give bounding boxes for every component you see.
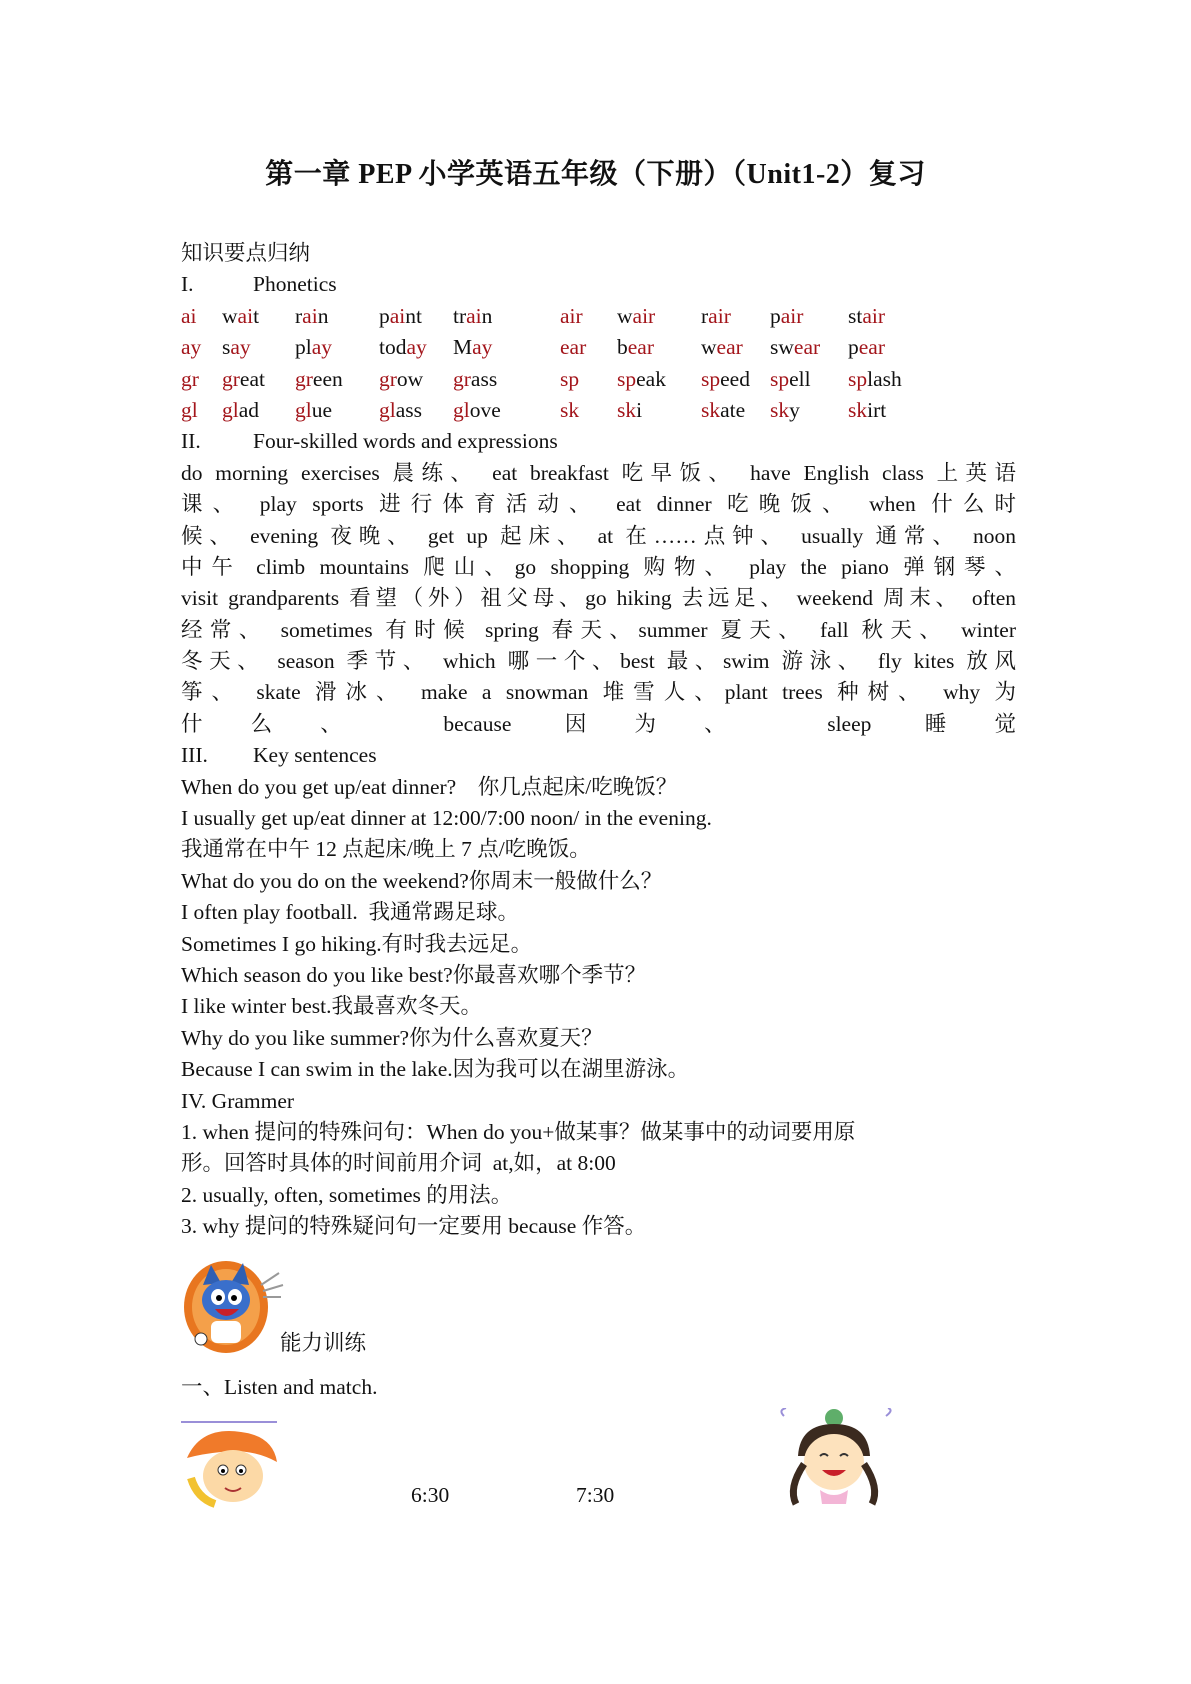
vocabulary-line: 中午 climb mountains 爬山、go shopping 购物、 play the piano 弹钢琴、: [181, 554, 1016, 579]
section-title: Four-skilled words and expressions: [253, 429, 558, 454]
time-label-2: 7:30: [576, 1483, 615, 1507]
phonetic-pattern: gl: [181, 397, 198, 422]
phonetic-pattern: air: [560, 303, 583, 328]
phonetics-row: [181, 332, 1016, 363]
phonetic-word: paint: [379, 303, 423, 328]
key-sentences-list: [181, 772, 1016, 1086]
phonetic-word: say: [222, 335, 251, 360]
phonetics-table: [181, 301, 1016, 427]
boy-cartoon-icon: [181, 1418, 283, 1510]
section-number: III.: [181, 743, 208, 768]
listen-match-title: 一、Listen and match.: [181, 1375, 378, 1399]
key-sentence: Sometimes I go hiking.有时我去远足。: [181, 931, 533, 956]
phonetic-pattern: sp: [560, 366, 580, 391]
cat-mascot-icon: [181, 1255, 291, 1355]
phonetic-word: speak: [617, 366, 666, 391]
time-label-1: 6:30: [411, 1483, 450, 1507]
phonetic-word: glove: [453, 397, 501, 422]
phonetic-word: wait: [222, 303, 260, 328]
grammar-point: 1. when 提问的特殊问句：When do you+做某事？做某事中的动词要用原: [181, 1119, 856, 1144]
section-number: II.: [181, 429, 201, 454]
phonetic-word: pear: [848, 335, 885, 360]
key-sentence: 我通常在中午 12 点起床/晚上 7 点/吃晚饭。: [181, 837, 591, 862]
page-title: 第一章 PEP 小学英语五年级（下册）（Unit1-2）复习: [265, 159, 926, 190]
key-sentence: Why do you like summer?你为什么喜欢夏天？: [181, 1025, 603, 1050]
phonetic-word: glass: [379, 397, 423, 422]
vocabulary-line: 冬天、 season 季节、 which 哪一个、best 最、swim 游泳、 fly kites 放风: [181, 649, 1016, 674]
key-sentence: Because I can swim in the lake.因为我可以在湖里游泳。: [181, 1057, 690, 1082]
phonetic-word: green: [295, 366, 343, 391]
vocabulary-line: 经常、 sometimes 有时候 spring 春天、summer 夏天、 fall 秋天、 winter: [181, 617, 1016, 642]
phonetic-pattern: ai: [181, 303, 197, 328]
phonetic-word: skate: [701, 397, 746, 422]
phonetic-word: great: [222, 366, 265, 391]
phonetic-word: bear: [617, 335, 654, 360]
key-sentence: I like winter best.我最喜欢冬天。: [181, 994, 482, 1019]
section-title: Phonetics: [253, 272, 337, 297]
summary-heading: 知识要点归纳: [181, 241, 311, 265]
grammar-list: [181, 1117, 1016, 1243]
key-sentences-heading: [181, 740, 1016, 771]
section-number: I.: [181, 272, 194, 297]
phonetic-word: May: [453, 335, 493, 360]
section-title: Key sentences: [253, 743, 377, 768]
phonetic-word: wear: [701, 335, 743, 360]
grammar-point: 2. usually, often, sometimes 的用法。: [181, 1182, 513, 1207]
phonetic-word: grow: [379, 366, 424, 391]
key-sentence: What do you do on the weekend?你周末一般做什么？: [181, 868, 663, 893]
phonetic-word: spell: [770, 366, 811, 391]
grammar-heading: IV. Grammer: [181, 1088, 295, 1113]
phonetic-pattern: sk: [560, 397, 580, 422]
phonetic-word: stair: [848, 303, 886, 328]
phonetics-heading: [181, 269, 1016, 300]
vocabulary-line: visit grandparents 看望（外）祖父母、go hiking 去远足、 weekend 周末、 often: [181, 586, 1016, 611]
phonetic-word: train: [453, 303, 493, 328]
phonetic-word: rain: [295, 303, 329, 328]
phonetic-pattern: ay: [181, 335, 202, 360]
phonetic-word: glad: [222, 397, 260, 422]
phonetic-word: play: [295, 335, 333, 360]
phonetics-row: [181, 364, 1016, 395]
phonetic-word: grass: [453, 366, 498, 391]
phonetic-word: rair: [701, 303, 731, 328]
grammar-point: 形。回答时具体的时间前用介词 at,如，at 8:00: [181, 1151, 616, 1176]
phonetics-row: [181, 301, 1016, 332]
vocabulary-line: 候、 evening 夜晚、 get up 起床、 at 在……点钟、 usually 通常、 noon: [181, 523, 1016, 548]
phonetic-word: splash: [848, 366, 902, 391]
key-sentence: When do you get up/eat dinner? 你几点起床/吃晚饭？: [181, 774, 678, 799]
phonetic-word: skirt: [848, 397, 887, 422]
girl-cartoon-icon: [776, 1408, 896, 1508]
phonetic-pattern: gr: [181, 366, 199, 391]
phonetic-word: swear: [770, 335, 821, 360]
phonetic-word: today: [379, 335, 427, 360]
girl-image: [776, 1408, 896, 1508]
vocabulary-line: do morning exercises 晨练、 eat breakfast 吃早饭、 have English class 上英语: [181, 460, 1016, 485]
phonetics-row: [181, 395, 1016, 426]
key-sentence: I usually get up/eat dinner at 12:00/7:00 noon/ in the evening.: [181, 806, 712, 831]
document-body: [181, 238, 1016, 1243]
key-sentence: Which season do you like best?你最喜欢哪个季节？: [181, 962, 647, 987]
boy-image: [181, 1418, 283, 1508]
phonetic-pattern: ear: [560, 335, 587, 360]
vocabulary-line: 课、 play sports 进行体育活动、 eat dinner 吃晚饭、 when 什么时: [181, 492, 1016, 517]
grammar-point: 3. why 提问的特殊疑问句一定要用 because 作答。: [181, 1214, 647, 1239]
phonetic-word: sky: [770, 397, 800, 422]
vocabulary-list: [181, 458, 1016, 741]
four-skilled-heading: [181, 426, 1016, 457]
vocabulary-line: 筝、 skate 滑冰、 make a snowman 堆雪人、plant trees 种树、 why 为: [181, 680, 1016, 705]
key-sentence: I often play football. 我通常踢足球。: [181, 900, 519, 925]
phonetic-word: glue: [295, 397, 333, 422]
phonetic-word: wair: [617, 303, 656, 328]
ability-training-label: 能力训练: [280, 1331, 367, 1355]
phonetic-word: ski: [617, 397, 643, 422]
phonetic-word: speed: [701, 366, 750, 391]
phonetic-word: pair: [770, 303, 804, 328]
vocabulary-line: 什么、 because 因为、 sleep 睡觉: [181, 711, 1016, 736]
